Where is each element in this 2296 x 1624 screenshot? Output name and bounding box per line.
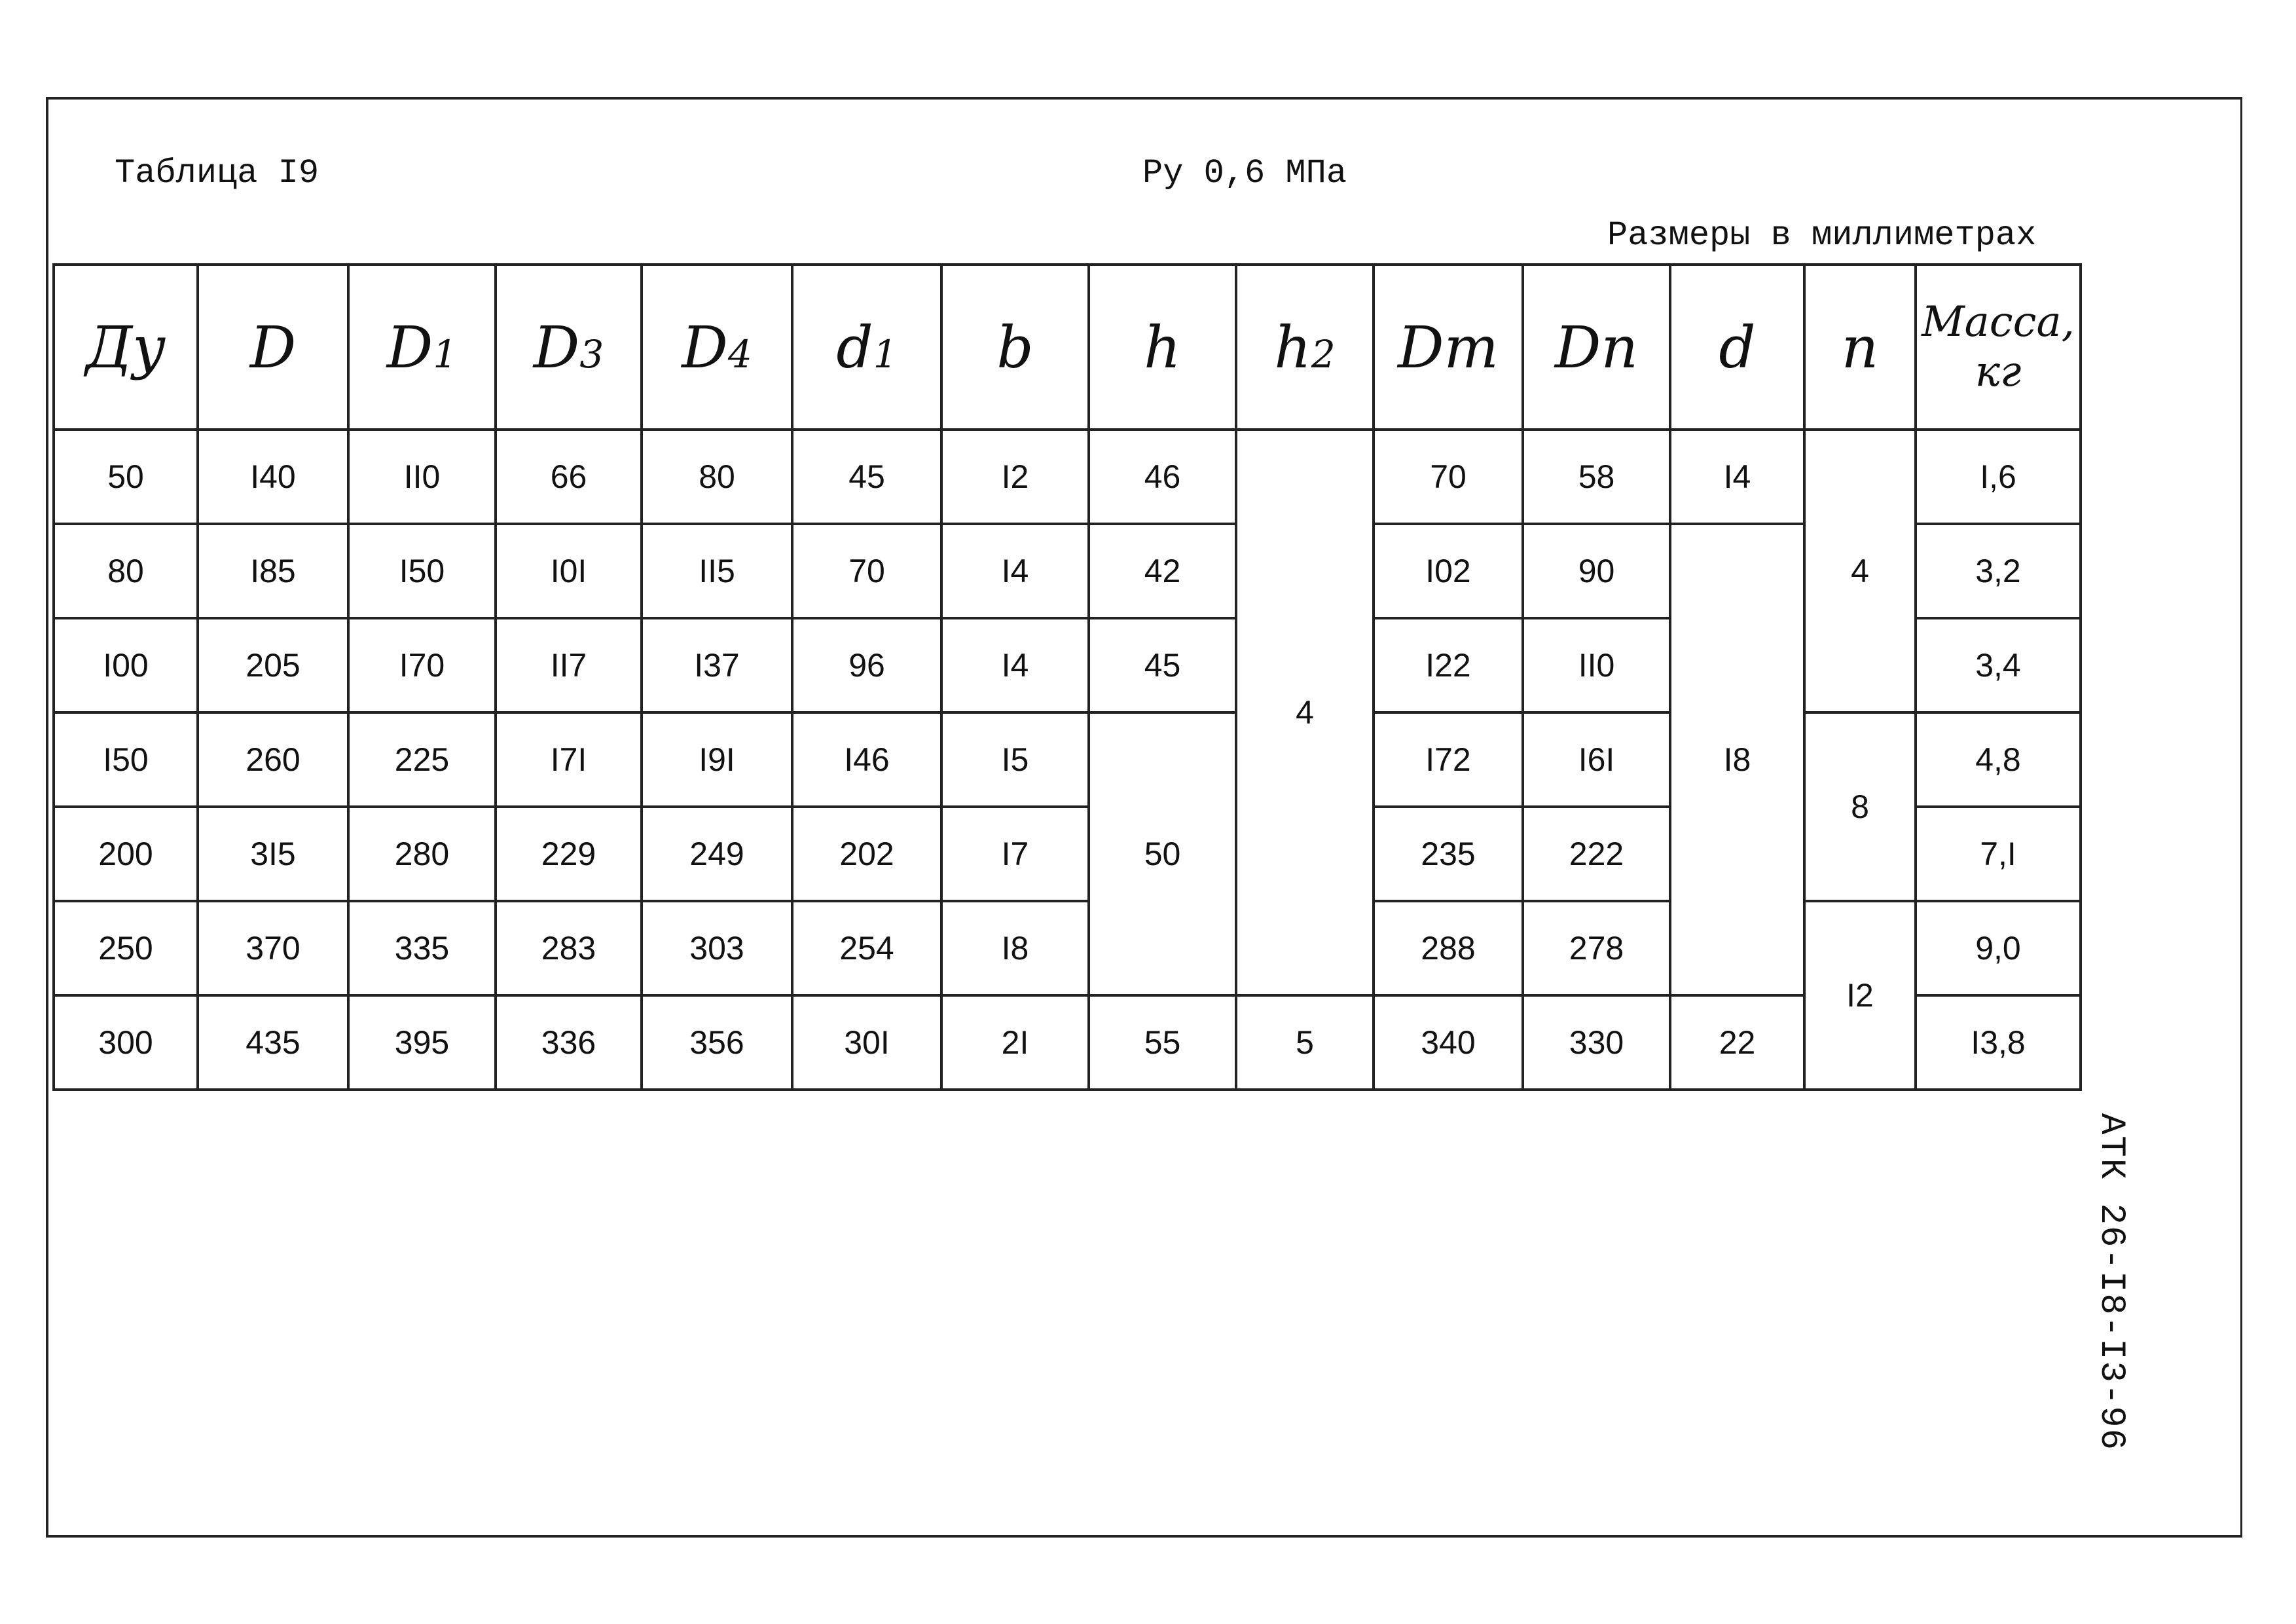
cell-mass: 3,2	[1916, 524, 2081, 618]
table-title: Таблица I9	[115, 154, 319, 193]
cell-Dm: 340	[1374, 995, 1523, 1090]
cell-Dm: 288	[1374, 901, 1523, 995]
cell-h: 55	[1089, 995, 1236, 1090]
header-row	[54, 265, 2081, 430]
cell-d1: 45	[792, 430, 941, 524]
cell-b: 2I	[941, 995, 1089, 1090]
cell-d-merged: I8	[1670, 524, 1804, 995]
cell-Dn: 330	[1523, 995, 1670, 1090]
header-h: h	[1089, 265, 1236, 430]
cell-h2: 5	[1236, 995, 1374, 1090]
cell-D4: 80	[642, 430, 792, 524]
cell-D3: 336	[496, 995, 642, 1090]
cell-d1: I46	[792, 712, 941, 807]
cell-D: I40	[198, 430, 348, 524]
cell-b: I2	[941, 430, 1089, 524]
cell-d: 22	[1670, 995, 1804, 1090]
cell-D3: 229	[496, 807, 642, 901]
cell-b: I5	[941, 712, 1089, 807]
cell-D: 3I5	[198, 807, 348, 901]
cell-Dy: 200	[54, 807, 198, 901]
cell-Dy: 80	[54, 524, 198, 618]
cell-mass: 7,I	[1916, 807, 2081, 901]
header-mass: Масса, кг	[1916, 265, 2081, 430]
cell-d1: 202	[792, 807, 941, 901]
header-n: n	[1804, 265, 1916, 430]
cell-h2-merged: 4	[1236, 430, 1374, 995]
cell-n-merged: 4	[1804, 430, 1916, 712]
cell-D1: 395	[348, 995, 496, 1090]
cell-D: 435	[198, 995, 348, 1090]
cell-D4: I37	[642, 618, 792, 712]
cell-n-merged: I2	[1804, 901, 1916, 1090]
cell-D3: I0I	[496, 524, 642, 618]
header-d: d	[1670, 265, 1804, 430]
cell-D4: 356	[642, 995, 792, 1090]
cell-D3: 66	[496, 430, 642, 524]
cell-mass: 9,0	[1916, 901, 2081, 995]
cell-D1: 225	[348, 712, 496, 807]
cell-b: I4	[941, 524, 1089, 618]
cell-Dm: 70	[1374, 430, 1523, 524]
header-D3: D3	[496, 265, 642, 430]
header-Dy: Ду	[54, 265, 198, 430]
cell-Dm: 235	[1374, 807, 1523, 901]
flange-dimensions-table	[52, 263, 2082, 1091]
cell-D: 370	[198, 901, 348, 995]
cell-h-merged: 50	[1089, 712, 1236, 995]
cell-mass: 3,4	[1916, 618, 2081, 712]
cell-mass: 4,8	[1916, 712, 2081, 807]
header-Dm: Dm	[1374, 265, 1523, 430]
cell-Dn: 58	[1523, 430, 1670, 524]
table-row	[54, 524, 2081, 618]
cell-Dn: II0	[1523, 618, 1670, 712]
header-d1: d1	[792, 265, 941, 430]
cell-D: I85	[198, 524, 348, 618]
table-row	[54, 995, 2081, 1090]
cell-n-merged: 8	[1804, 712, 1916, 901]
cell-Dn: 222	[1523, 807, 1670, 901]
cell-D3: II7	[496, 618, 642, 712]
cell-D3: 283	[496, 901, 642, 995]
cell-h: 45	[1089, 618, 1236, 712]
cell-mass: I3,8	[1916, 995, 2081, 1090]
cell-Dm: I22	[1374, 618, 1523, 712]
cell-Dn: 278	[1523, 901, 1670, 995]
cell-Dn: 90	[1523, 524, 1670, 618]
cell-Dn: I6I	[1523, 712, 1670, 807]
cell-D: 205	[198, 618, 348, 712]
cell-Dy: I00	[54, 618, 198, 712]
cell-Dy: 250	[54, 901, 198, 995]
cell-D4: 303	[642, 901, 792, 995]
cell-d: I4	[1670, 430, 1804, 524]
header-b: b	[941, 265, 1089, 430]
cell-D1: I50	[348, 524, 496, 618]
units-note: Размеры в миллиметрах	[1607, 216, 2037, 255]
header-D1: D1	[348, 265, 496, 430]
pressure-rating: Ру 0,6 МПа	[1142, 154, 1347, 193]
cell-D1: I70	[348, 618, 496, 712]
header-D: D	[198, 265, 348, 430]
cell-b: I7	[941, 807, 1089, 901]
cell-D4: 249	[642, 807, 792, 901]
cell-d1: 254	[792, 901, 941, 995]
cell-Dy: 50	[54, 430, 198, 524]
cell-b: I4	[941, 618, 1089, 712]
document-code: АТК 26-I8-I3-96	[2091, 1113, 2131, 1452]
header-Dn: Dn	[1523, 265, 1670, 430]
cell-D: 260	[198, 712, 348, 807]
cell-d1: 70	[792, 524, 941, 618]
cell-b: I8	[941, 901, 1089, 995]
cell-Dm: I72	[1374, 712, 1523, 807]
cell-mass: I,6	[1916, 430, 2081, 524]
table-row	[54, 430, 2081, 524]
cell-h: 46	[1089, 430, 1236, 524]
header-D4: D4	[642, 265, 792, 430]
cell-d1: 30I	[792, 995, 941, 1090]
cell-D1: 280	[348, 807, 496, 901]
cell-D4: I9I	[642, 712, 792, 807]
cell-d1: 96	[792, 618, 941, 712]
cell-Dy: I50	[54, 712, 198, 807]
cell-D4: II5	[642, 524, 792, 618]
cell-Dy: 300	[54, 995, 198, 1090]
cell-D1: 335	[348, 901, 496, 995]
cell-D1: II0	[348, 430, 496, 524]
header-h2: h2	[1236, 265, 1374, 430]
cell-D3: I7I	[496, 712, 642, 807]
cell-Dm: I02	[1374, 524, 1523, 618]
cell-h: 42	[1089, 524, 1236, 618]
